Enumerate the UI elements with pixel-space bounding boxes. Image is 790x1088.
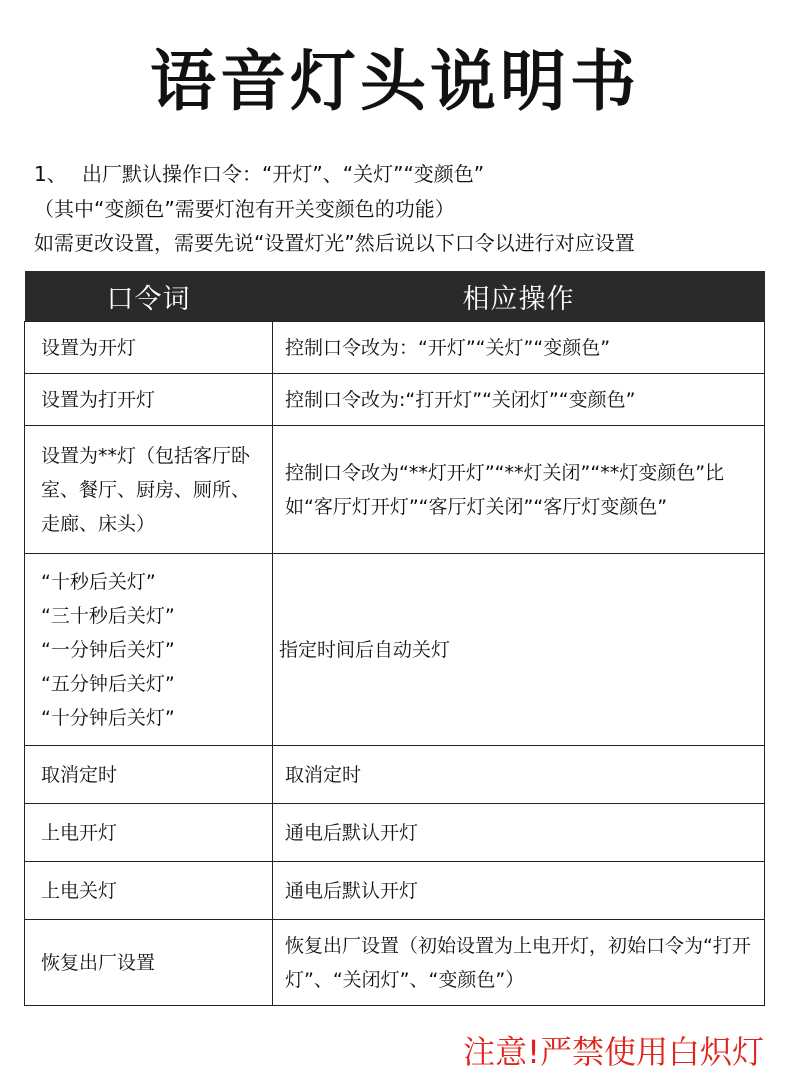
command-table bbox=[24, 271, 765, 1006]
command-cell: 设置为开灯 bbox=[25, 322, 273, 374]
header-action: 相应操作 bbox=[273, 271, 765, 322]
table-row bbox=[25, 322, 765, 374]
action-cell: 指定时间后自动关灯 bbox=[273, 554, 765, 746]
timer-command: “十分钟后关灯” bbox=[41, 706, 175, 729]
action-cell: 恢复出厂设置（初始设置为上电开灯，初始口令为“打开灯”、“关闭灯”、“变颜色”） bbox=[273, 920, 765, 1006]
command-cell: 取消定时 bbox=[25, 746, 273, 804]
page-title: 语音灯头说明书 bbox=[150, 43, 640, 120]
intro-line-1-text: 出厂默认操作口令：“开灯”、“关灯”“变颜色” bbox=[82, 162, 485, 186]
command-cell: 设置为打开灯 bbox=[25, 374, 273, 426]
table-row bbox=[25, 746, 765, 804]
table-row bbox=[25, 804, 765, 862]
command-cell: 上电开灯 bbox=[25, 804, 273, 862]
table-row bbox=[25, 862, 765, 920]
action-cell: 通电后默认开灯 bbox=[273, 804, 765, 862]
intro-line-3: 如需更改设置，需要先说“设置灯光”然后说以下口令以进行对应设置 bbox=[34, 231, 635, 255]
timer-command: “三十秒后关灯” bbox=[41, 604, 175, 627]
warning-text: 注意!严禁使用白炽灯 bbox=[463, 1033, 764, 1071]
action-cell: 通电后默认开灯 bbox=[273, 862, 765, 920]
header-command: 口令词 bbox=[25, 271, 273, 322]
action-cell: 控制口令改为“**灯开灯”“**灯关闭”“**灯变颜色”比如“客厅灯开灯”“客厅灯关闭”“客厅灯变颜色” bbox=[273, 426, 765, 554]
intro-number: 1、 bbox=[34, 162, 67, 186]
action-cell: 控制口令改为:“打开灯”“关闭灯”“变颜色” bbox=[273, 374, 765, 426]
intro-line-1 bbox=[34, 160, 484, 188]
table-row bbox=[25, 374, 765, 426]
action-cell: 控制口令改为：“开灯”“关灯”“变颜色” bbox=[273, 322, 765, 374]
table-row bbox=[25, 920, 765, 1006]
command-cell: 设置为**灯（包括客厅卧室、餐厅、厨房、厕所、走廊、床头） bbox=[25, 426, 273, 554]
timer-command: “一分钟后关灯” bbox=[41, 638, 175, 661]
table-header-row bbox=[25, 271, 765, 322]
command-cell: 恢复出厂设置 bbox=[25, 920, 273, 1006]
timer-command: “十秒后关灯” bbox=[41, 570, 156, 593]
table-row bbox=[25, 426, 765, 554]
action-cell: 取消定时 bbox=[273, 746, 765, 804]
table-row bbox=[25, 554, 765, 746]
command-cell: 上电关灯 bbox=[25, 862, 273, 920]
timer-command: “五分钟后关灯” bbox=[41, 672, 175, 695]
intro-line-2: （其中“变颜色”需要灯泡有开关变颜色的功能） bbox=[34, 197, 455, 221]
command-cell-timers bbox=[25, 554, 273, 746]
